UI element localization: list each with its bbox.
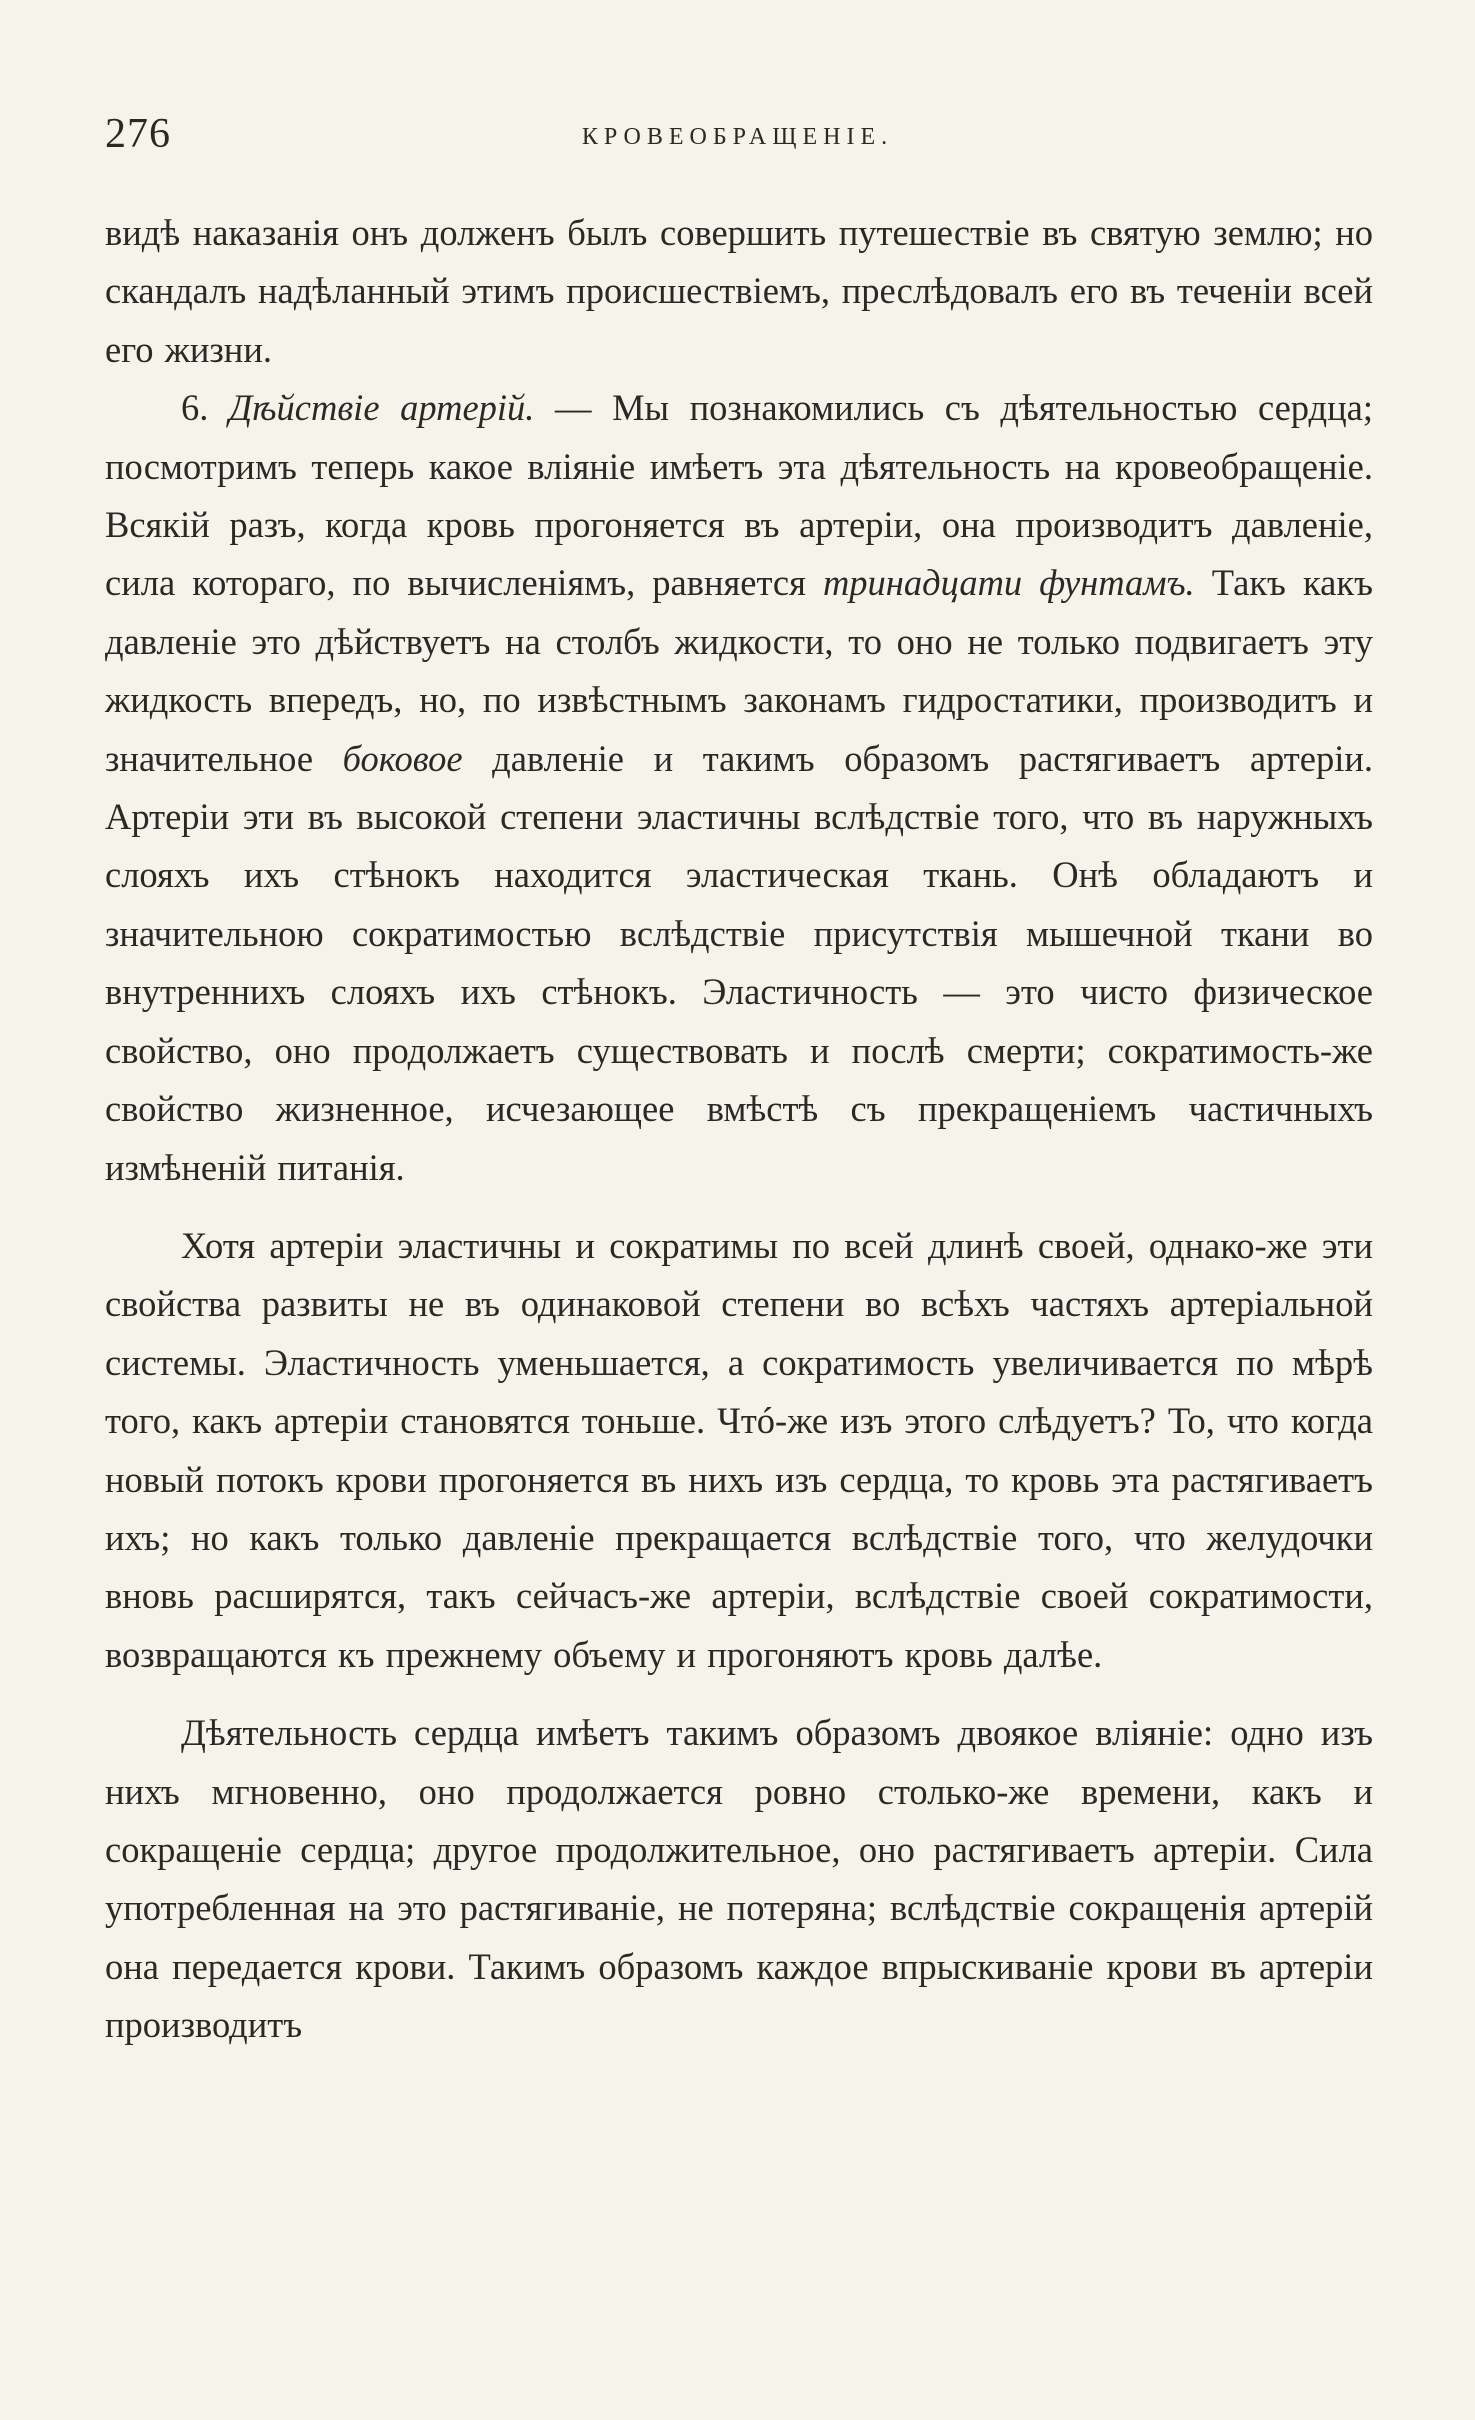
page-number: 276 — [105, 111, 171, 157]
emphasis-text: тринадцати фунтамъ. — [822, 562, 1195, 604]
paragraph: Хотя артеріи эластичны и сократимы по всей длинѣ своей, однако-же эти свойства развиты не въ одинаковой степени во всѣхъ частяхъ артеріальной системы. Эластичность уменьшается, а сократимость увеличивается по мѣрѣ того, какъ артеріи становятся тоньше. Чтó-же изъ этого слѣдуетъ? То, что когда новый потокъ крови прогоняется въ нихъ изъ сердца, то кровь эта растягиваетъ ихъ; но какъ только давленіе прекращается вслѣдствіе того, что желудочки вновь расширятся, такъ сейчасъ-же артеріи, вслѣдствіе своей сократимости, возвращаются къ прежнему объему и прогоняютъ кровь далѣе. — [105, 1224, 1373, 1675]
emphasis-text: боковое — [342, 737, 463, 779]
section-paragraph — [105, 379, 1373, 1197]
page-body — [105, 204, 1373, 2055]
section-number: 6. — [181, 387, 209, 429]
section-heading: Дѣйствіе артерій. — [228, 387, 535, 429]
paragraph-text: Такъ какъ давленіе это дѣйствуетъ на столбъ жидкости, то оно не только подвигаетъ эту жидкость впередъ, но, по извѣстнымъ законамъ гидростатики, производитъ и значительное — [105, 562, 1373, 779]
paragraph: Дѣятельность сердца имѣетъ такимъ образомъ двоякое вліяніе: одно изъ нихъ мгновенно, оно продолжается ровно столько-же времени, какъ и сокращеніе сердца; другое продолжительное, оно растягиваетъ артеріи. Сила употребленная на это растягиваніе, не потеряна; вслѣдствіе сокращенія артерій она передается крови. Такимъ образомъ каждое впрыскиваніе крови въ артеріи производитъ — [105, 1712, 1373, 2046]
page-header — [105, 110, 1370, 170]
paragraph-text: давленіе и такимъ образомъ растягиваетъ артеріи. Артеріи эти въ высокой степени эластичны вслѣдствіе того, что въ наружныхъ слояхъ ихъ стѣнокъ находится эластическая ткань. Онѣ обладаютъ и значительною сократимостью вслѣдствіе присутствія мышечной ткани во внутреннихъ слояхъ ихъ стѣнокъ. Эластичность — это чисто физическое свойство, оно продолжаетъ существовать и послѣ смерти; сократимость-же свойство жизненное, исчезающее вмѣстѣ съ прекращеніемъ частичныхъ измѣненій питанія. — [105, 737, 1373, 1188]
paragraph-text: — Мы познакомились съ дѣятельностью сердца; посмотримъ теперь какое вліяніе имѣетъ эта дѣятельность на кровеобращеніе. Всякій разъ, когда кровь прогоняется въ артеріи, она производитъ давленіе, сила котораго, по вычисленіямъ, равняется — [105, 387, 1374, 604]
paragraph: видѣ наказанія онъ долженъ былъ совершить путешествіе въ святую землю; но скандалъ надѣланный этимъ происшествіемъ, преслѣдовалъ его въ теченіи всей его жизни. — [105, 212, 1373, 370]
running-title: КРОВЕОБРАЩЕНІЕ. — [581, 124, 894, 150]
